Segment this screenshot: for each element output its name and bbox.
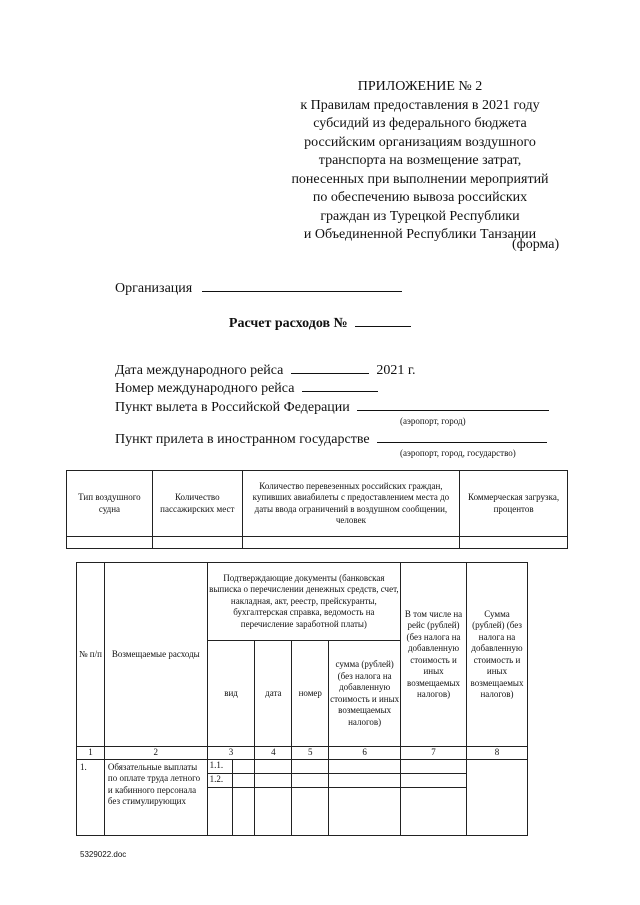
calc-number-blank[interactable] — [355, 314, 411, 327]
table-cell[interactable] — [466, 759, 527, 835]
col-number: номер — [292, 641, 329, 747]
table-cell[interactable] — [292, 773, 329, 787]
appendix-line: понесенных при выполнении мероприятий — [291, 171, 549, 187]
flight-number-label: Номер международного рейса — [115, 381, 295, 396]
flight-date-blank[interactable] — [291, 361, 369, 374]
header-aircraft-type: Тип воздушного судна — [67, 471, 153, 537]
col-per-flight: В том числе на рейс (рублей) (без налога на добавленную стоимость и иных возмещаемых налогов) — [401, 563, 467, 747]
flight-date-label: Дата международного рейса — [115, 363, 284, 378]
index-cell: 7 — [401, 747, 467, 760]
page-title — [0, 314, 640, 332]
appendix-header — [270, 78, 570, 245]
col-docs: Подтверждающие документы (банковская выписка о перечислении денежных средств, счет, накладная, акт, реестр, прейскуранты, бухгалтерская справка, ведомость на перечисление заработной платы) — [207, 563, 400, 641]
table-cell[interactable] — [207, 787, 232, 835]
index-cell: 6 — [329, 747, 401, 760]
table-cell[interactable] — [329, 773, 401, 787]
table-cell[interactable] — [460, 537, 568, 549]
appendix-line: ПРИЛОЖЕНИЕ № 2 — [357, 79, 483, 94]
table-cell[interactable] — [232, 773, 255, 787]
flight-date-year: 2021 г. — [376, 363, 416, 378]
table-cell[interactable] — [401, 759, 467, 773]
form-label: (форма) — [512, 237, 560, 252]
col-num: № п/п — [77, 563, 105, 747]
flight-date-field — [115, 361, 416, 379]
table-cell[interactable] — [232, 787, 255, 835]
index-cell: 3 — [207, 747, 255, 760]
index-cell: 1 — [77, 747, 105, 760]
appendix-line: к Правилам предоставления в 2021 году — [300, 97, 540, 113]
table-cell[interactable] — [401, 787, 467, 835]
organization-field — [115, 279, 402, 297]
footer-filename: 5329022.doc — [80, 850, 127, 859]
appendix-line: по обеспечению вывоза российских — [312, 190, 528, 205]
flight-number-blank[interactable] — [302, 379, 378, 392]
departure-blank[interactable] — [357, 398, 549, 411]
col-expenses: Возмещаемые расходы — [104, 563, 207, 747]
index-cell: 8 — [466, 747, 527, 760]
table-cell[interactable] — [329, 787, 401, 835]
table-cell[interactable] — [292, 787, 329, 835]
table-cell[interactable] — [67, 537, 153, 549]
appendix-line: и Объединенной Республики Танзании — [303, 227, 537, 242]
index-cell: 5 — [292, 747, 329, 760]
appendix-line: граждан из Турецкой Республики — [320, 208, 520, 224]
departure-field — [115, 398, 549, 416]
table-cell[interactable] — [242, 537, 459, 549]
header-commercial-load: Коммерческая загрузка, процентов — [460, 471, 568, 537]
title-text: Расчет расходов № — [228, 316, 348, 331]
departure-label: Пункт вылета в Российской Федерации — [115, 400, 350, 415]
organization-label: Организация — [115, 281, 193, 296]
arrival-field — [115, 430, 547, 448]
index-cell: 2 — [104, 747, 207, 760]
appendix-line: российским организациям воздушного — [304, 134, 536, 150]
table-cell[interactable] — [255, 759, 292, 773]
index-cell: 4 — [255, 747, 292, 760]
col-sum: сумма (рублей) (без налога на добавленную стоимость и иных возмещаемых налогов) — [329, 641, 401, 747]
flight-number-field — [115, 379, 378, 397]
col-date: дата — [255, 641, 292, 747]
row-sub-index: 1.1. — [207, 759, 232, 773]
table-cell[interactable] — [232, 759, 255, 773]
departure-hint: (аэропорт, город) — [400, 416, 466, 426]
organization-blank[interactable] — [202, 279, 402, 292]
appendix-line: транспорта на возмещение затрат, — [318, 153, 522, 168]
arrival-label: Пункт прилета в иностранном государстве — [115, 432, 370, 447]
row-sub-index: 1.2. — [207, 773, 232, 787]
table-cell[interactable] — [329, 759, 401, 773]
expenses-table — [76, 562, 528, 836]
table-cell[interactable] — [152, 537, 242, 549]
table-cell[interactable] — [255, 787, 292, 835]
header-passengers-carried: Количество перевезенных российских граждан, купивших авиабилеты с предоставлением места до даты ввода ограничений в воздушном сообщении, человек — [242, 471, 459, 537]
arrival-hint: (аэропорт, город, государство) — [400, 448, 516, 458]
table-cell[interactable] — [292, 759, 329, 773]
aircraft-table — [66, 470, 568, 549]
arrival-blank[interactable] — [377, 430, 547, 443]
row-num: 1. — [77, 759, 105, 835]
row-expense-text: Обязательные выплаты по оплате труда летного и кабинного персонала без стимулирующих — [104, 759, 207, 835]
col-kind: вид — [207, 641, 255, 747]
appendix-line: субсидий из федерального бюджета — [313, 116, 527, 131]
table-cell[interactable] — [255, 773, 292, 787]
header-passenger-seats: Количество пассажирских мест — [152, 471, 242, 537]
table-cell[interactable] — [401, 773, 467, 787]
col-total: Сумма (рублей) (без налога на добавленную стоимость и иных возмещаемых налогов) — [466, 563, 527, 747]
